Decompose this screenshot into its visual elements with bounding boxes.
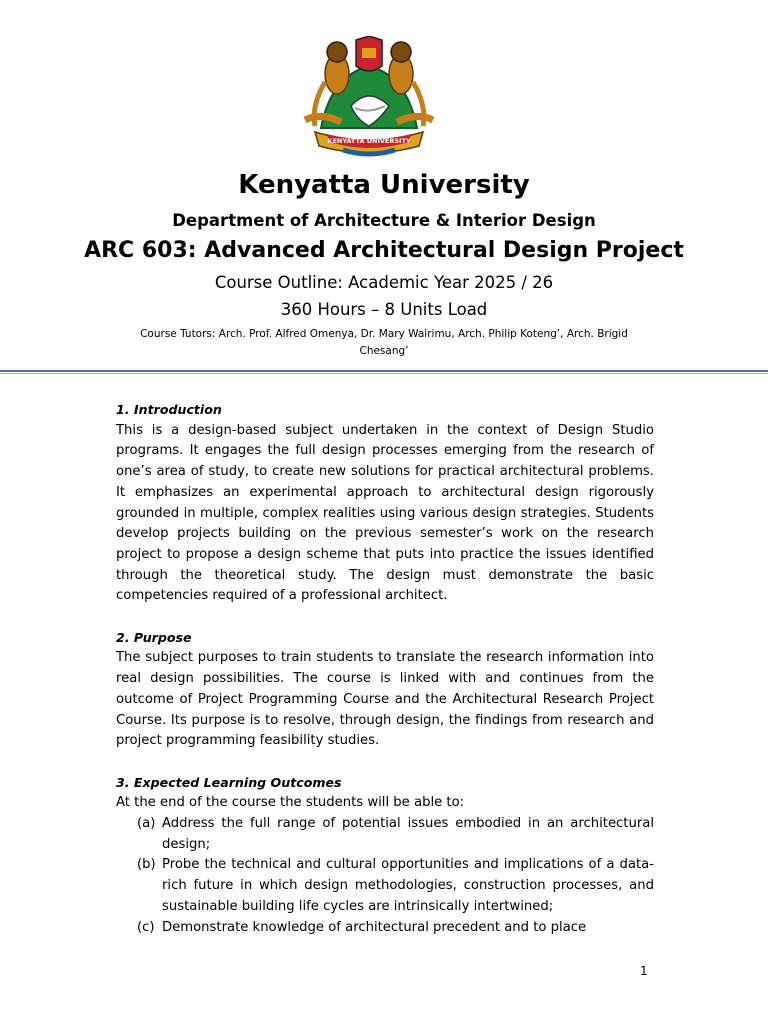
crest-emblem-icon [301,36,437,162]
list-item [116,918,654,939]
list-item [116,814,654,855]
introduction-paragraph: This is a design-based subject undertaken in the context of Design Studio programs. It engages the full design processes emerging from the research of one’s area of study, to create new solutions for practical architectural problems. It emphasizes an experimental approach to architectural design rigorously grounded in multiple, complex realities using various design strategies. Students develop projects building on the previous semester’s work on the research project to propose a design scheme that puts into practice the issues identified through the theoretical study. The design must demonstrate the basic competencies required of a professional architect. [116,422,654,604]
page-number: 1 [640,964,648,978]
university-crest-logo [301,36,437,162]
department-name: Department of Architecture & Interior Design [172,211,596,230]
svg-text:KENYATTA UNIVERSITY: KENYATTA UNIVERSITY [327,137,411,145]
outcomes-list [116,814,654,938]
section-heading-introduction: 1. Introduction [116,402,222,417]
list-marker: (a) [137,816,156,832]
header-divider [0,370,768,372]
section-heading-learning-outcomes: 3. Expected Learning Outcomes [116,774,342,790]
section-heading-purpose: 2. Purpose [116,629,192,645]
document-body [116,400,654,938]
course-title: ARC 603: Advanced Architectural Design Project [84,238,684,263]
course-outline-year: Course Outline: Academic Year 2025 / 26 [214,273,554,292]
list-item-text: Probe the technical and cultural opportunities and implications of a data-rich future in which design methodologies, construction processes, and sustainable building life cycles are intrinsically intertwined; [162,857,654,914]
list-item-text: Address the full range of potential issues embodied in an architectural design; [162,816,654,852]
list-item-text: Demonstrate knowledge of architectural precedent and to place [162,919,587,935]
list-marker: (c) [137,919,155,935]
outcomes-lead: At the end of the course the students will be able to: [116,795,465,811]
course-tutors: Course Tutors: Arch. Prof. Alfred Omenya, Dr. Mary Wairimu, Arch. Philip Koteng’, Arch. Brigid Chesang’ [140,328,628,357]
header-divider-thin [0,373,768,374]
university-name: Kenyatta University [238,170,530,200]
course-hours: 360 Hours – 8 Units Load [280,300,488,319]
purpose-paragraph: The subject purposes to train students to translate the research information into real design possibilities. The course is linked with and continues from the outcome of Project Programming Course and the Architectural Research Project Course. Its purpose is to resolve, through design, the findings from research and project programming feasibility studies. [116,650,654,749]
list-marker: (b) [137,857,156,873]
list-item [116,855,654,917]
